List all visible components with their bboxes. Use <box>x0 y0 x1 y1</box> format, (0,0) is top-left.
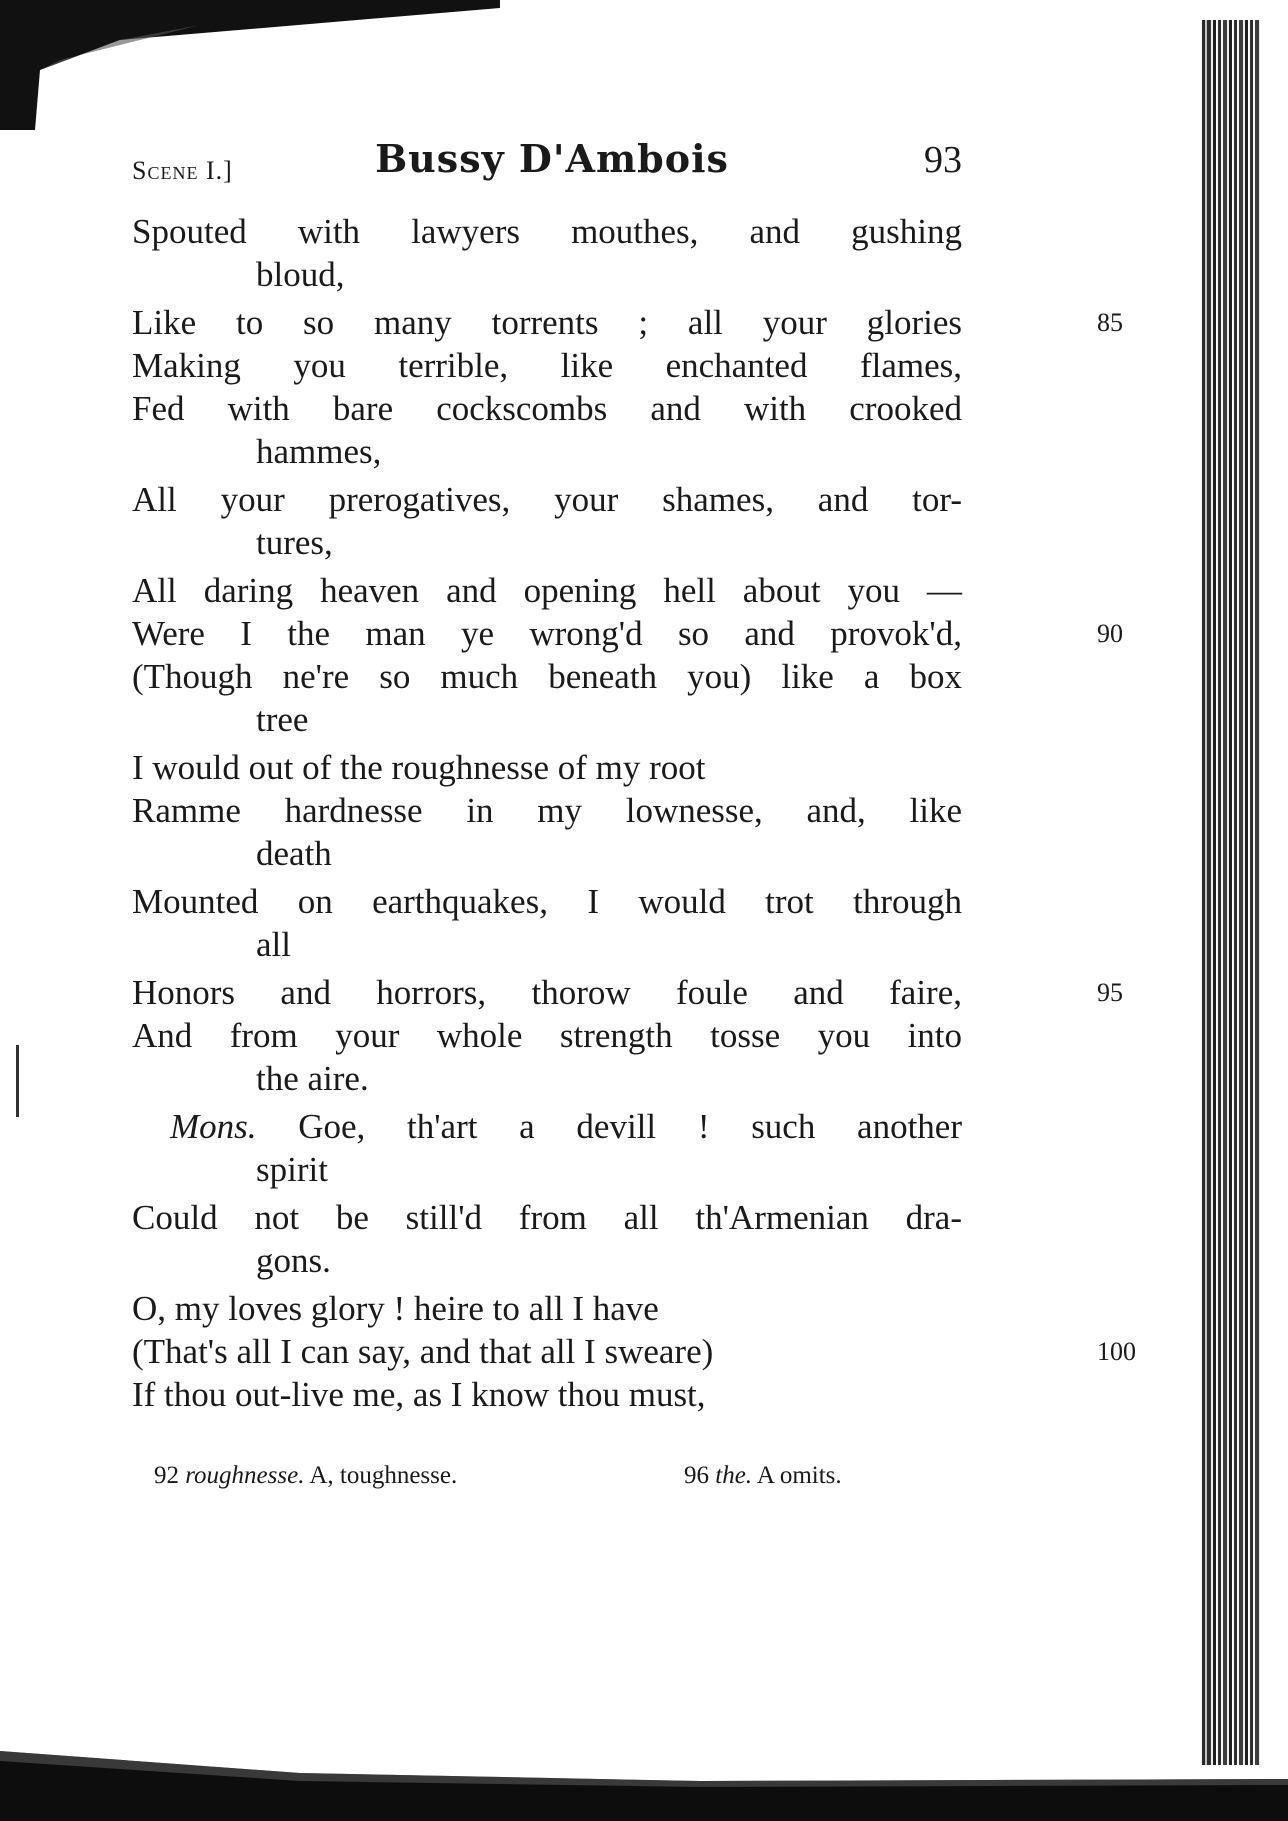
verse-line-continuation <box>132 1239 962 1287</box>
verse-line <box>132 1330 1136 1373</box>
verse-text: All your prerogatives, your shames, and tor- <box>132 480 962 519</box>
verse-text: Honors and horrors, thorow foule and faire, <box>132 973 962 1012</box>
verse-text: Mounted on earthquakes, I would trot through <box>132 882 962 921</box>
verse-text: Goe, th'art a devill ! such another <box>298 1107 963 1146</box>
verse-text: the aire. <box>256 1059 369 1098</box>
verse-line <box>132 880 962 923</box>
line-number: 95 <box>1097 978 1123 1007</box>
verse-text: All daring heaven and opening hell about you — <box>132 571 962 610</box>
book-page-edge <box>1202 20 1260 1765</box>
scan-left-mark <box>16 1045 19 1117</box>
verse-text: death <box>256 834 332 873</box>
footnote-lemma: the. <box>715 1462 753 1489</box>
verse-line <box>132 1014 962 1057</box>
verse-line <box>132 789 962 832</box>
running-header <box>132 128 962 198</box>
footnote-lemma: roughnesse. <box>185 1462 305 1489</box>
verse-line <box>132 1287 962 1330</box>
speaker-name: Mons. <box>170 1107 257 1146</box>
verse-text: (Though ne're so much beneath you) like a box <box>132 657 962 696</box>
verse-line <box>132 301 1123 344</box>
verse-line-continuation <box>132 923 962 971</box>
scene-label: Scene I.] <box>132 156 233 185</box>
verse-line-continuation <box>132 1148 962 1196</box>
verse-text: Fed with bare cockscombs and with crooked <box>132 389 962 428</box>
verse-line <box>132 569 962 612</box>
verse-text: And from your whole strength tosse you into <box>132 1016 962 1055</box>
verse-line <box>132 387 962 430</box>
running-title: Bussy D'Ambois <box>375 136 729 181</box>
verse-line <box>132 655 962 698</box>
page-number: 93 <box>924 139 962 181</box>
verse-text: Making you terrible, like enchanted flames, <box>132 346 962 385</box>
verse-text: hammes, <box>256 432 382 471</box>
verse-line-continuation <box>132 430 962 478</box>
verse-text: spirit <box>256 1150 328 1189</box>
scan-corner-shadow <box>0 0 500 130</box>
verse-line <box>132 971 1123 1014</box>
verse-text: O, my loves glory ! heire to all I have <box>132 1289 659 1328</box>
verse-line-continuation <box>132 832 962 880</box>
footnote <box>684 1462 842 1490</box>
verse-text: bloud, <box>256 255 345 294</box>
verse-line-continuation <box>132 698 962 746</box>
verse-line <box>132 344 962 387</box>
verse-text: gons. <box>256 1241 331 1280</box>
verse-line-continuation <box>132 1057 962 1105</box>
scan-bottom-shadow <box>0 1741 1288 1821</box>
footnote <box>154 1462 457 1490</box>
verse-text: tures, <box>256 523 333 562</box>
footnote-reading: A, toughnesse. <box>309 1462 458 1489</box>
verse-text: If thou out-live me, as I know thou must, <box>132 1375 706 1414</box>
line-number: 90 <box>1097 619 1123 648</box>
verse-text: tree <box>256 700 309 739</box>
verse-body <box>132 210 1136 1416</box>
verse-text: Spouted with lawyers mouthes, and gushing <box>132 212 962 251</box>
verse-line <box>132 210 962 253</box>
verse-text: Ramme hardnesse in my lownesse, and, like <box>132 791 962 830</box>
verse-text: Could not be still'd from all th'Armenian dra- <box>132 1198 962 1237</box>
verse-text: I would out of the roughnesse of my root <box>132 748 706 787</box>
verse-text: (That's all I can say, and that all I sweare) <box>132 1332 714 1371</box>
verse-line <box>132 1373 962 1416</box>
verse-line-continuation <box>132 521 962 569</box>
verse-line <box>132 612 1123 655</box>
line-number: 85 <box>1097 308 1123 337</box>
verse-text: Were I the man ye wrong'd so and provok'd, <box>132 614 962 653</box>
footnote-line-number: 92 <box>154 1462 179 1489</box>
verse-line <box>132 746 962 789</box>
verse-line <box>132 478 962 521</box>
footnote-reading: A omits. <box>756 1462 842 1489</box>
line-number: 100 <box>1097 1337 1136 1366</box>
verse-line-continuation <box>132 253 962 301</box>
verse-text: all <box>256 925 291 964</box>
footnote-line-number: 96 <box>684 1462 709 1489</box>
book-page-edge-shadow <box>1200 20 1210 1765</box>
verse-text: Like to so many torrents ; all your glories <box>132 303 962 342</box>
verse-line <box>132 1196 962 1239</box>
verse-line <box>132 1105 962 1148</box>
